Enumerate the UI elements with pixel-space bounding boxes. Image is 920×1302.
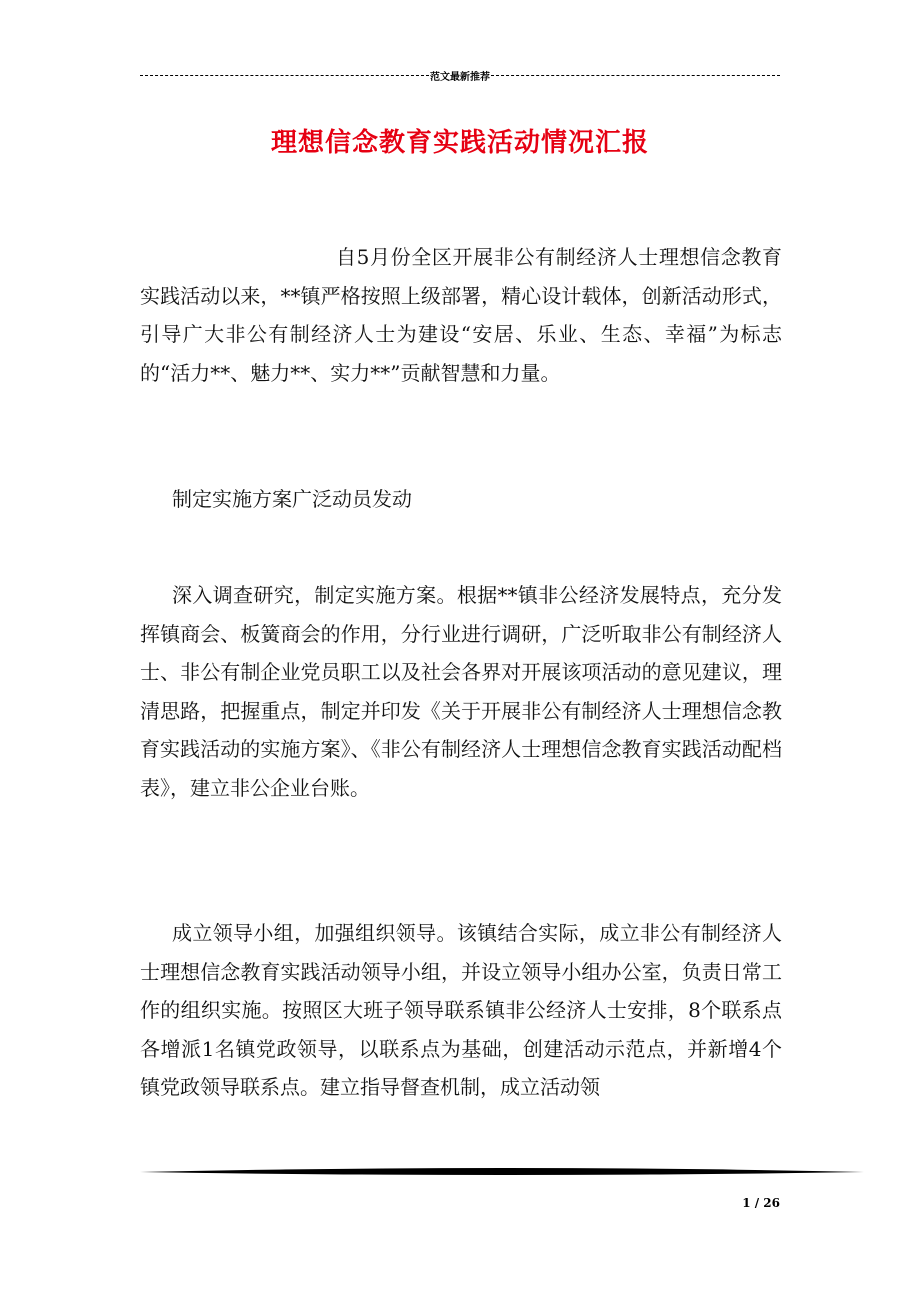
page-number: 1 / 26 <box>742 1196 780 1210</box>
section-heading: 制定实施方案广泛动员发动 <box>172 487 412 511</box>
header-label: 范文最新推荐 <box>430 72 490 83</box>
paragraph-leadership: 成立领导小组，加强组织领导。该镇结合实际，成立非公有制经济人士理想信念教育实践活动领导小组，并设立领导小组办公室，负责日常工作的组织实施。按照区大班子领导联系镇非公经济人士安排，8个联系点各增派1名镇党政领导，以联系点为基础，创建活动示范点，并新增4个镇党政领导联系点。建立指导督查机制，成立活动领 <box>140 921 782 1099</box>
paragraph-intro: 自5月份全区开展非公有制经济人士理想信念教育实践活动以来，**镇严格按照上级部署，精心设计载体，创新活动形式，引导广大非公有制经济人士为建设“安居、乐业、生态、幸福”为标志的“活力**、魅力**、实力**”贡献智慧和力量。 <box>140 245 782 385</box>
document-title: 理想信念教育实践活动情况汇报 <box>270 128 649 158</box>
footer-rule <box>140 1165 864 1179</box>
page-header <box>140 68 780 83</box>
header-dash-left <box>140 75 429 76</box>
header-dash-right <box>491 75 780 76</box>
paragraph-research: 深入调查研究，制定实施方案。根据**镇非公经济发展特点，充分发挥镇商会、板簧商会的作用，分行业进行调研，广泛听取非公有制经济人士、非公有制企业党员职工以及社会各界对开展该项活动的意见建议，理清思路，把握重点，制定并印发《关于开展非公有制经济人士理想信念教育实践活动的实施方案》、《非公有制经济人士理想信念教育实践活动配档表》，建立非公企业台账。 <box>140 583 782 800</box>
